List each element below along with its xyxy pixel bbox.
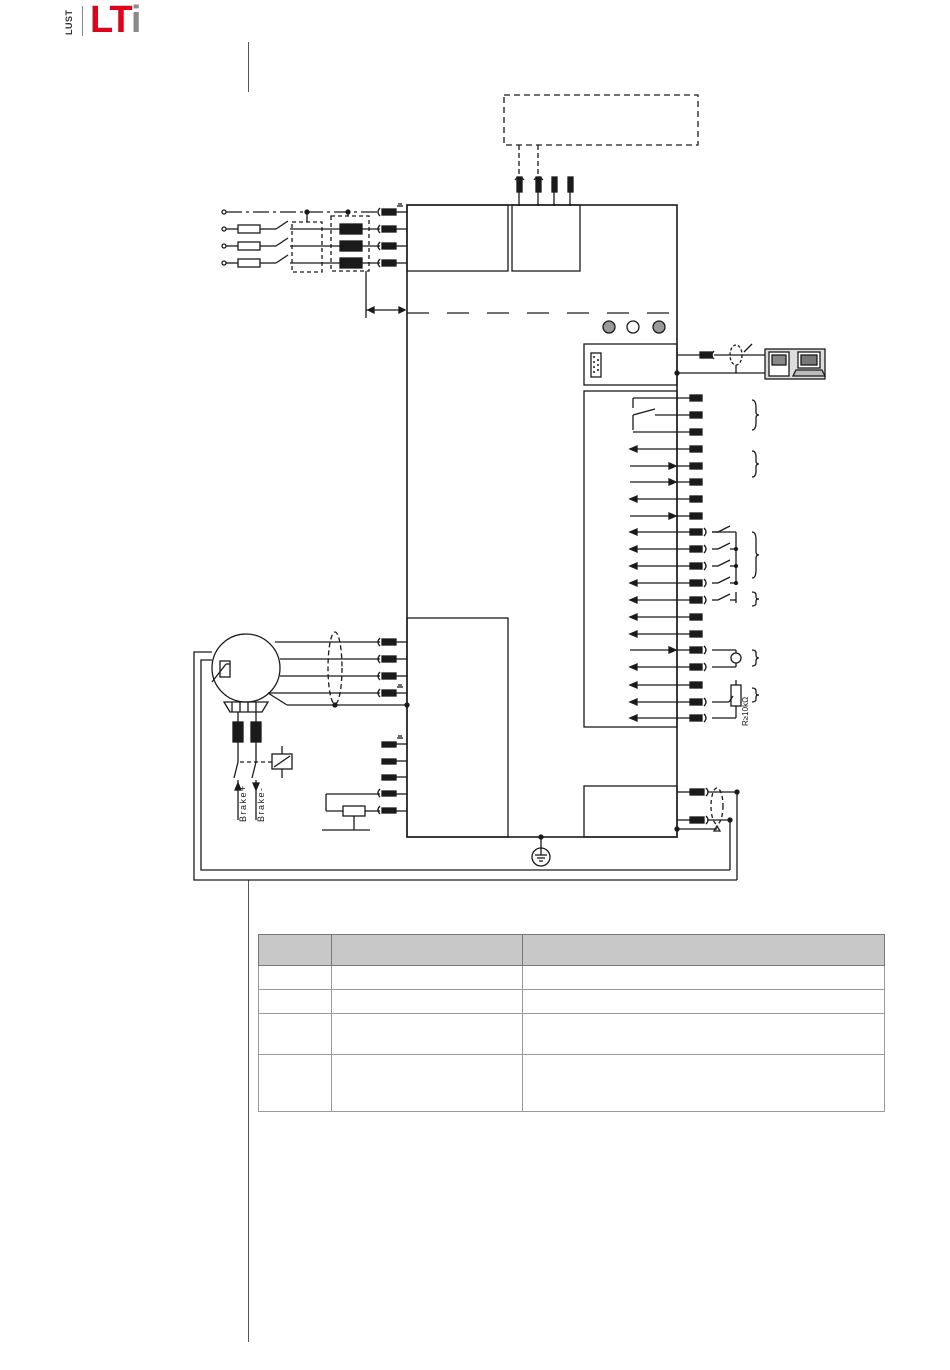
- logo-i: i: [130, 0, 141, 41]
- signal-arrow: [630, 664, 637, 670]
- terminal-plug: [690, 715, 702, 721]
- table-cell: [259, 1055, 332, 1112]
- signal-arrow: [630, 715, 637, 721]
- led-2: [627, 321, 639, 333]
- terminal-plug: [690, 597, 702, 603]
- signal-arrow: [669, 479, 676, 485]
- signal-arrow: [630, 496, 637, 502]
- signal-arrow: [669, 513, 676, 519]
- terminal-plug: [690, 513, 702, 519]
- signal-arrow: [630, 597, 637, 603]
- ground-icon: [532, 835, 550, 866]
- signal-arrow: [630, 631, 637, 637]
- terminal-plug: [690, 647, 702, 653]
- table-cell: [523, 966, 885, 990]
- drive-enclosure: [407, 205, 677, 837]
- signal-arrow: [630, 546, 637, 552]
- motor-symbol: [212, 632, 409, 712]
- table-cell: [259, 990, 332, 1014]
- table-cell: [523, 990, 885, 1014]
- top-connectors: [515, 177, 573, 206]
- table-header-row: [259, 935, 885, 966]
- terminal-plug: [690, 580, 702, 586]
- led-3: [653, 321, 665, 333]
- computer-terminal-icon: [765, 349, 825, 379]
- logo-lt: LT: [90, 0, 131, 41]
- control-terminal-block: [584, 391, 677, 727]
- braces: [752, 400, 759, 702]
- input-switches: [712, 526, 741, 718]
- terminal-plug: [690, 699, 702, 705]
- table-header-cell: [332, 935, 523, 966]
- table-cell: [332, 1055, 523, 1112]
- signal-arrow: [630, 614, 637, 620]
- resistor-label: R≥10kΩ: [741, 696, 750, 726]
- signal-arrow: [630, 580, 637, 586]
- lower-power-terminals: [322, 736, 407, 830]
- control-terminals: [630, 395, 706, 722]
- table-row: [259, 1014, 885, 1055]
- signal-arrow: [630, 529, 637, 535]
- table-cell: [332, 990, 523, 1014]
- terminal-plug: [690, 496, 702, 502]
- signal-arrow: [630, 563, 637, 569]
- signal-arrow: [669, 647, 676, 653]
- table-cell: [523, 1055, 885, 1112]
- terminal-plug: [690, 395, 702, 401]
- signal-arrow: [630, 699, 637, 705]
- encoder-connection: [675, 788, 739, 880]
- terminal-plug: [690, 614, 702, 620]
- table-row: [259, 990, 885, 1014]
- terminal-plug: [690, 682, 702, 688]
- table-header-cell: [523, 935, 885, 966]
- spec-table: [258, 934, 885, 1112]
- led-1: [603, 321, 615, 333]
- terminal-plug: [690, 664, 702, 670]
- mains-input: [222, 204, 407, 318]
- terminal-plug: [690, 563, 702, 569]
- margin-rule-bottom: [248, 880, 249, 1342]
- table-row: [259, 1055, 885, 1112]
- table-cell: [259, 1014, 332, 1055]
- terminal-plug: [690, 412, 702, 418]
- signal-arrow: [630, 682, 637, 688]
- terminal-plug: [690, 546, 702, 552]
- terminal-plug: [690, 446, 702, 452]
- terminal-plug: [690, 463, 702, 469]
- terminal-plug: [690, 529, 702, 535]
- encoder-terminal-block: [584, 786, 677, 837]
- pc-connection: [675, 344, 765, 375]
- motor-terminal-block: [407, 618, 508, 837]
- signal-arrow: [669, 463, 676, 469]
- brake-plus-label: Brake+: [238, 784, 248, 822]
- table-cell: [332, 1014, 523, 1055]
- signal-arrow: [630, 446, 637, 452]
- table-header-cell: [259, 935, 332, 966]
- pe-loop-inner: [201, 660, 730, 870]
- terminal-plug: [690, 429, 702, 435]
- option-box-dashed: [504, 95, 698, 145]
- table-row: [259, 966, 885, 990]
- power-input-block: [407, 205, 508, 271]
- table-cell: [332, 966, 523, 990]
- brand-small-text: LUST: [64, 9, 74, 35]
- brake-minus-label: Brake-: [256, 786, 266, 822]
- table-cell: [523, 1014, 885, 1055]
- terminal-plug: [690, 479, 702, 485]
- terminal-plug: [690, 631, 702, 637]
- option-slot-block: [512, 205, 580, 271]
- table-cell: [259, 966, 332, 990]
